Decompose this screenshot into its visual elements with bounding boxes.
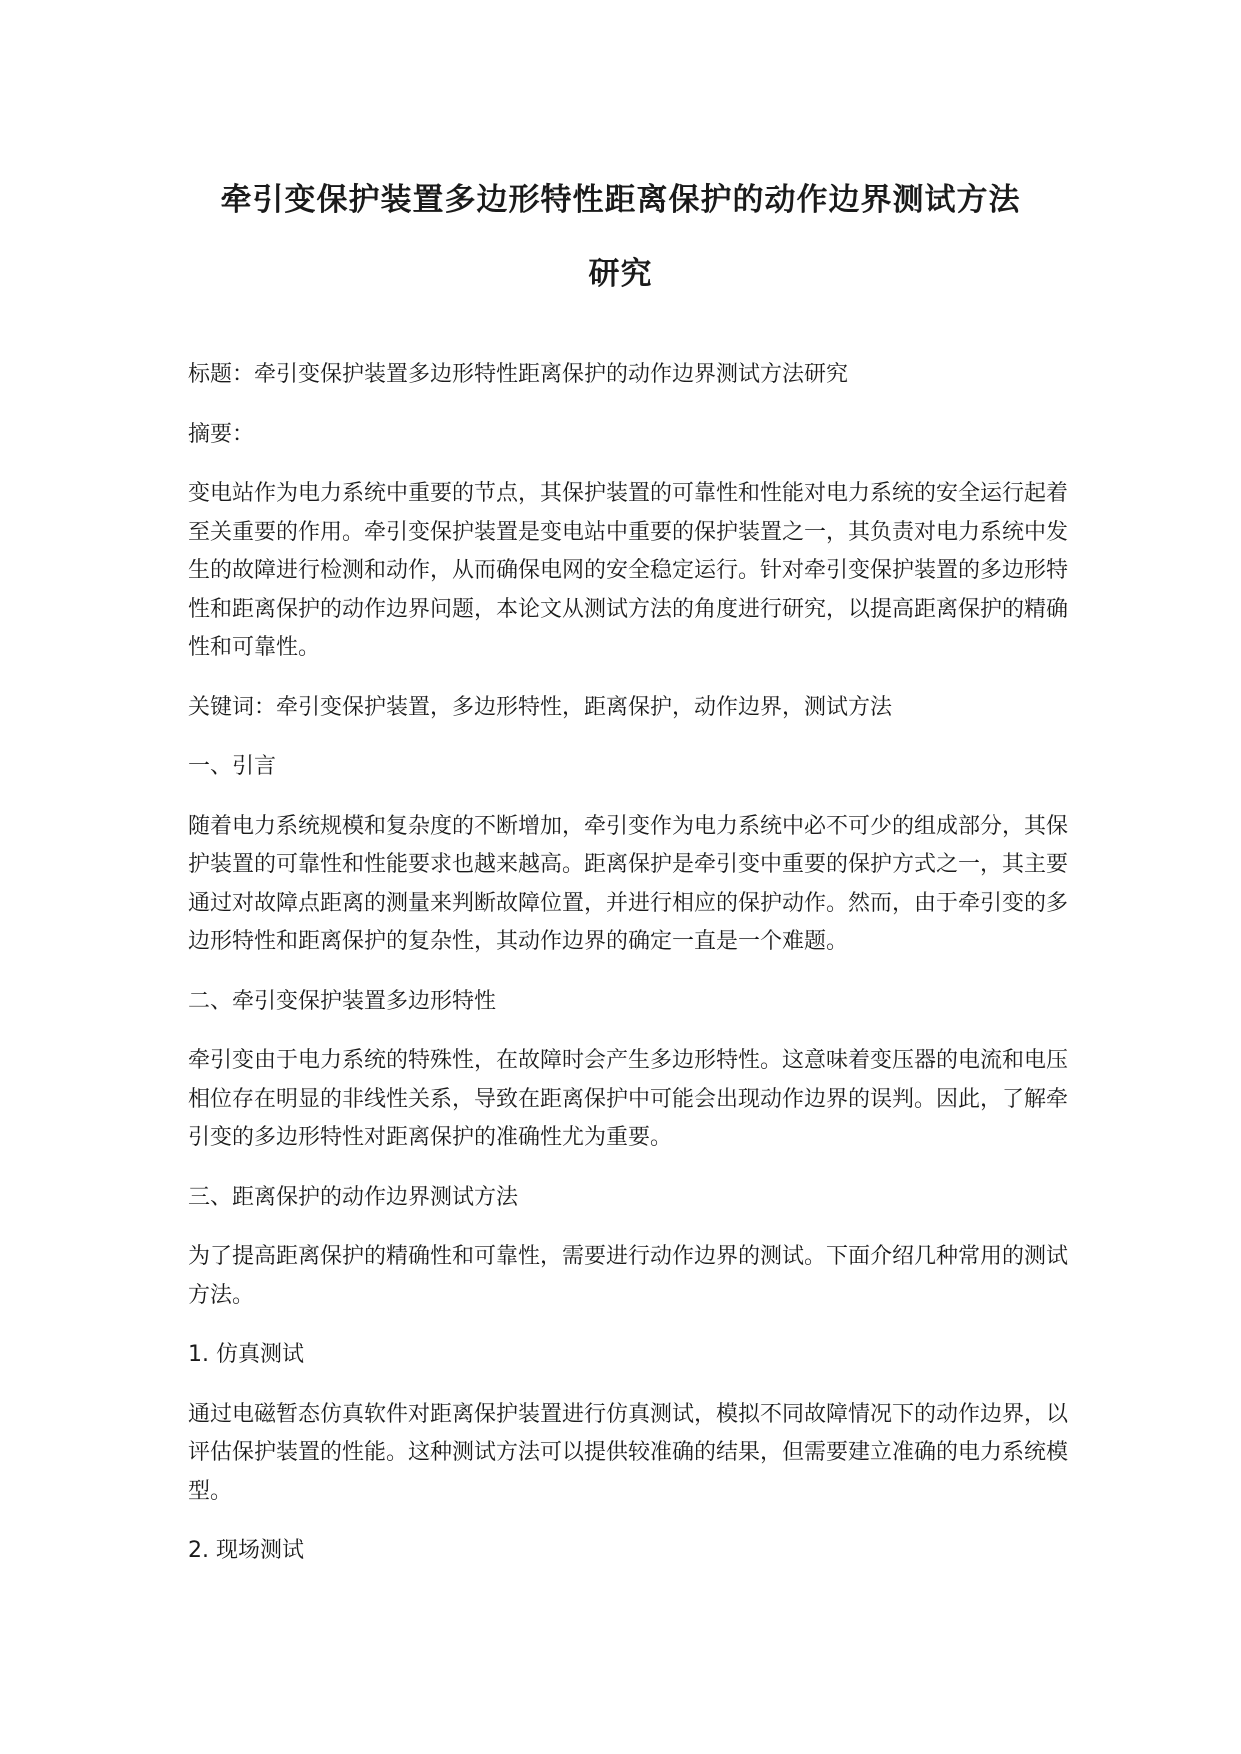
paragraph-keywords: 关键词：牵引变保护装置，多边形特性，距离保护，动作边界，测试方法 <box>188 694 893 720</box>
section-heading-polygon-characteristic: 二、牵引变保护装置多边形特性 <box>188 988 497 1014</box>
subheading-field-test: 2. 现场测试 <box>188 1538 304 1563</box>
document-body <box>188 356 1068 1592</box>
paragraph-simulation-test: 通过电磁暂态仿真软件对距离保护装置进行仿真测试，模拟不同故障情况下的动作边界，以评估保护装置的性能。这种测试方法可以提供较准确的结果，但需要建立准确的电力系统模型。 <box>188 1401 1069 1504</box>
paragraph-polygon-characteristic: 牵引变由于电力系统的特殊性，在故障时会产生多边形特性。这意味着变压器的电流和电压相位存在明显的非线性关系，导致在距离保护中可能会出现动作边界的误判。因此，了解牵引变的多边形特性对距离保护的准确性尤为重要。 <box>188 1048 1069 1150</box>
paragraph-title-line: 标题：牵引变保护装置多边形特性距离保护的动作边界测试方法研究 <box>188 362 849 387</box>
section-heading-introduction: 一、引言 <box>188 754 277 779</box>
paragraph-abstract: 变电站作为电力系统中重要的节点，其保护装置的可靠性和性能对电力系统的安全运行起着至关重要的作用。牵引变保护装置是变电站中重要的保护装置之一，其负责对电力系统中发生的故障进行检测和动作，从而确保电网的安全稳定运行。针对牵引变保护装置的多边形特性和距离保护的动作边界问题，本论文从测试方法的角度进行研究，以提高距离保护的精确性和可靠性。 <box>188 481 1069 660</box>
document-title-line-2: 研究 <box>588 256 653 292</box>
paragraph-abstract-label: 摘要： <box>188 421 255 447</box>
section-heading-test-methods: 三、距离保护的动作边界测试方法 <box>188 1184 519 1210</box>
subheading-simulation-test: 1. 仿真测试 <box>188 1342 304 1367</box>
document-title-line-1: 牵引变保护装置多边形特性距离保护的动作边界测试方法 <box>220 182 1021 218</box>
paragraph-test-methods: 为了提高距离保护的精确性和可靠性，需要进行动作边界的测试。下面介绍几种常用的测试方法。 <box>188 1244 1069 1308</box>
paragraph-introduction: 随着电力系统规模和复杂度的不断增加，牵引变作为电力系统中必不可少的组成部分，其保护装置的可靠性和性能要求也越来越高。距离保护是牵引变中重要的保护方式之一，其主要通过对故障点距离的测量来判断故障位置，并进行相应的保护动作。然而，由于牵引变的多边形特性和距离保护的复杂性，其动作边界的确定一直是一个难题。 <box>188 813 1069 954</box>
